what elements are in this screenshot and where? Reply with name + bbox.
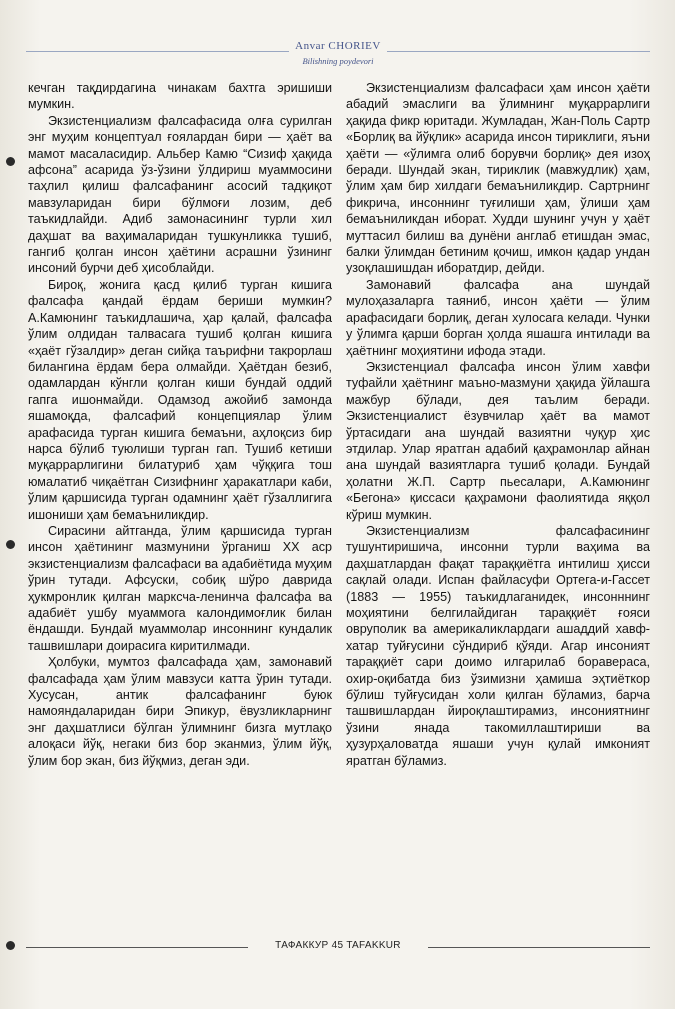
header-author: Anvar CHORIEV <box>289 40 387 52</box>
paragraph: Сирасини айтганда, ўлим қаршисида турган инсон ҳаётининг мазмунини ўрганиш XX аср экзистенциализм фалсафаси ва адабиётида муҳим ўрин тутади. Афсуски, собиқ шўро даврида ҳукмронлик қилган марксча-ленинча фалсафа ва адабиёт ушбу муаммога калондимоғлик билан ёндашди. Бундай муаммолар инсоннинг кундалик ташвишлари доирасига киритилмади. <box>28 523 332 653</box>
page-footer <box>26 938 650 958</box>
binder-hole-icon <box>6 941 15 950</box>
right-column <box>346 80 650 769</box>
binder-hole-icon <box>6 157 15 166</box>
binder-hole-icon <box>6 540 15 549</box>
left-column <box>28 80 332 769</box>
footer-rule-right <box>428 947 650 948</box>
paragraph: кечган тақдирдагина чинакам бахтга эришиши мумкин. <box>28 81 332 112</box>
paragraph: Ҳолбуки, мумтоз фалсафада ҳам, замонавий фалсафада ҳам ўлим мавзуси катта ўрин тутади. Хусусан, антик фалсафанинг буюк намояндаларидан бири Эпикур, ёвузликларнинг энг даҳшатлиси бўлган ўлимнинг бизга мутлақо алоқаси йўқ, негаки биз бор эканмиз, ўлим йўқ, ўлим бор экан, биз йўқмиз, деган эди. <box>28 655 332 768</box>
paragraph: Экзистенциализм фалсафасининг тушунтиришича, инсонни турли ваҳима ва даҳшатлардан фақат тараққиётга интилиш ҳисси сақлай олади. Испан файласуфи Ортега-и-Гассет (1883 — 1955) таъкидлаганидек, инсонннинг моҳиятини белгилайдиган тараққиёт ғояси овруполик ва америкаликлардаги ашаддий хавф-хатар туйғусини сўндириб қўяди. Агар инсоният тараққиёт сари доимо илгарилаб боравераса, охир-оқибатда биз ўзимизни ҳамиша эҳтиёткор бўлиш туйғусидан холи қилган бўламиз, барча ташвишлардан йироқлаштирамиз, инсониятнинг ўзини янада такомиллаштириши ва ҳузурҳаловатда яшаши учун қулай имконият яратган бўламиз. <box>346 523 650 768</box>
footer-rule-left <box>26 947 248 948</box>
paragraph: Экзистенциал фалсафа инсон ўлим хавфи туфайли ҳаётнинг маъно-мазмуни ҳақида ўйлашга мажбур бўлади, дея таълим беради. Экзистенциалист ёзувчилар ҳаёт ва мамот ўртасидаги ана шундай вазиятни чуқур ҳис этдилар. Улар яратган адабий қаҳрамонлар айнан ана шундай вазиятларга тушиб қолади. Бундай ҳолатни Ж.П. Сартр пьесалари, А.Камюнинг «Бегона» қиссаси қаҳрамони фаолиятида яққол кўриш мумкин. <box>346 359 650 522</box>
paragraph: Замонавий фалсафа ана шундай мулоҳазаларга таяниб, инсон ҳаёти — ўлим арафасидаги борлиқ, деган хулосага келади. Чунки у ўлимга қарши борган ҳолда яшашга интилади ва ҳаётнинг моҳиятини ифода этади. <box>346 277 650 358</box>
paragraph: Экзистенциализм фалсафаси ҳам инсон ҳаёти абадий эмаслиги ва ўлимнинг муқаррарлиги ҳақида фикр юритади. Жумладан, Жан-Поль Сартр «Борлиқ ва йўқлик» асарида инсон тириклиги, яъни ҳаёти — «ўлимга олиб борувчи борлиқ» дея изоҳ беради. Шундай экан, тириклик (мавжудлик) ҳам, ўлим ҳам бир хилдаги бемаъниликдир. Сартрнинг фикрича, инсоннинг туғилиши ҳам, ўлиши ҳам бемаъниликдан иборат. Худди шунинг учун у ҳаёт муттасил билиш ва дунёни англаб етишдан эмас, балки ўлимдан бетиним қочиш, имкон қадар ундан узоқлашишдан иборатдир, дейди. <box>346 81 650 276</box>
paragraph: Бироқ, жонига қасд қилиб турган кишига фалсафа қандай ёрдам бериши мумкин? А.Камюнинг таъкидлашича, ҳар қалай, фалсафа ўлим олдидан талвасага тушиб қолган кишига «ҳаёт гўзалдир» деган сийқа таърифни такрорлаш билангина ёрдам бера олмайди. Ҳаётдан безиб, одамлардан кўнгли қолган киши бундай оддий гапга ишонмайди. Одамзод ажойиб замонда яшамоқда, фалсафий концепциялар ўлим арафасида турган кишига бемаъни, аҳлоқсиз бир нарса бўлиб туюлиши турган гап. Тушиб кетиши муқаррарлигини билатуриб ҳам чўққига тош юмалатиб чиқаётган Сизифнинг ҳаракатлари каби, ўлим қаршисида турган одамнинг ҳаёт гўзаллигига ишониши ҳам бемаъниликдир. <box>28 277 332 522</box>
running-header <box>26 38 650 74</box>
header-subtitle: Bilishning poydevori <box>302 56 374 66</box>
paragraph: Экзистенциализм фалсафасида олға сурилган энг муҳим концептуал ғоялардан бири — ҳаёт ва мамот масаласидир. Альбер Камю “Сизиф ҳақида афсона” асарида ўз-ўзини ўлдириш муаммосини таҳлил қилиш фалсафанинг асосий тадқиқот мавзуларидан бири бўлмоғи лозим, деб таъкидлайди. Адиб замонасининг турли хил даҳшат ва ваҳималаридан тушкунликка тушиб, гангиб қолган инсон ҳаётини асрашни ўзининг инсоний бурчи деб ҳисоблайди. <box>28 113 332 276</box>
footer-text: ТАФАККУР 45 TAFAKKUR <box>275 940 401 951</box>
